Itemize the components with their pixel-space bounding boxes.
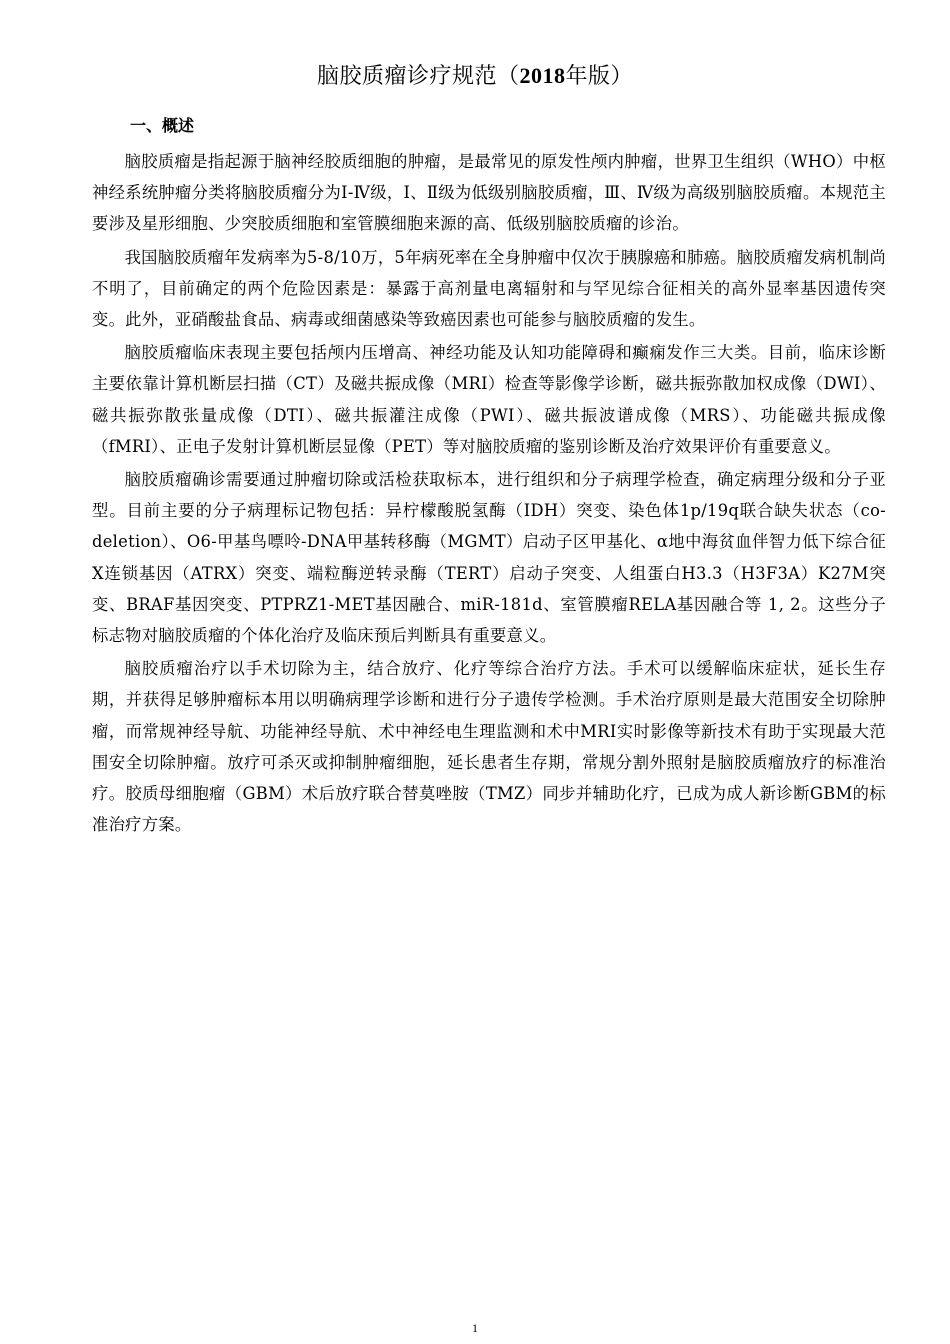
paragraph-epidemiology: 我国脑胶质瘤年发病率为5-8/10万，5年病死率在全身肿瘤中仅次于胰腺癌和肺癌。脑胶质瘤发病机制尚不明了，目前确定的两个危险因素是：暴露于高剂量电离辐射和与罕见综合征相关的高外显率基因遗传突变。此外，亚硝酸盐食品、病毒或细菌感染等致癌因素也可能参与脑胶质瘤的发生。 xyxy=(92,247,886,330)
paragraph-molecular-pathology: 脑胶质瘤确诊需要通过肿瘤切除或活检获取标本，进行组织和分子病理学检查，确定病理分级和分子亚型。目前主要的分子病理标记物包括：异柠檬酸脱氢酶（IDH）突变、染色体1p/19q联合缺失状态（co-deletion）、O6-甲基鸟嘌呤-DNA甲基转移酶（MGMT）启动子区甲基化、α地中海贫血伴智力低下综合征X连锁基因（ATRX）突变、端粒酶逆转录酶（TERT）启动子突变、人组蛋白H3.3（H3F3A）K27M突变、BRAF基因突变、PTPRZ1-MET基因融合、miR-181d、室管膜瘤RELA基因融合等 1, 2。这些分子标志物对脑胶质瘤的个体化治疗及临床预后判断具有重要意义。 xyxy=(92,470,886,646)
paragraph-overview-definition: 脑胶质瘤是指起源于脑神经胶质细胞的肿瘤，是最常见的原发性颅内肿瘤，世界卫生组织（WHO）中枢神经系统肿瘤分类将脑胶质瘤分为Ⅰ-Ⅳ级，Ⅰ、Ⅱ级为低级别脑胶质瘤，Ⅲ、Ⅳ级为高级别脑胶质瘤。本规范主要涉及星形细胞、少突胶质细胞和室管膜细胞来源的高、低级别脑胶质瘤的诊治。 xyxy=(92,152,886,234)
title-suffix: 年版） xyxy=(565,64,634,89)
title-year: 2018 xyxy=(519,63,566,88)
paragraph-clinical-presentation: 脑胶质瘤临床表现主要包括颅内压增高、神经功能及认知功能障碍和癫痫发作三大类。目前，临床诊断主要依靠计算机断层扫描（CT）及磁共振成像（MRI）检查等影像学诊断，磁共振弥散加权成像（DWI）、磁共振弥散张量成像（DTI）、磁共振灌注成像（PWI）、磁共振波谱成像（MRS）、功能磁共振成像（fMRI）、正电子发射计算机断层显像（PET）等对脑胶质瘤的鉴别诊断及治疗效果评价有重要意义。 xyxy=(92,343,886,456)
section-heading: 一、概述 xyxy=(130,116,195,135)
paragraph-treatment: 脑胶质瘤治疗以手术切除为主，结合放疗、化疗等综合治疗方法。手术可以缓解临床症状，延长生存期，并获得足够肿瘤标本用以明确病理学诊断和进行分子遗传学检测。手术治疗原则是最大范围安全切除肿瘤，而常规神经导航、功能神经导航、术中神经电生理监测和术中MRI实时影像等新技术有助于实现最大范围安全切除肿瘤。放疗可杀灭或抑制肿瘤细胞，延长患者生存期，常规分割外照射是脑胶质瘤放疗的标准治疗。胶质母细胞瘤（GBM）术后放疗联合替莫唑胺（TMZ）同步并辅助化疗，已成为成人新诊断GBM的标准治疗方案。 xyxy=(92,659,886,835)
title-main: 脑胶质瘤诊疗规范（ xyxy=(316,64,520,89)
page-number: 1 xyxy=(472,1321,478,1335)
document-body xyxy=(92,146,886,842)
document-title xyxy=(0,60,950,93)
